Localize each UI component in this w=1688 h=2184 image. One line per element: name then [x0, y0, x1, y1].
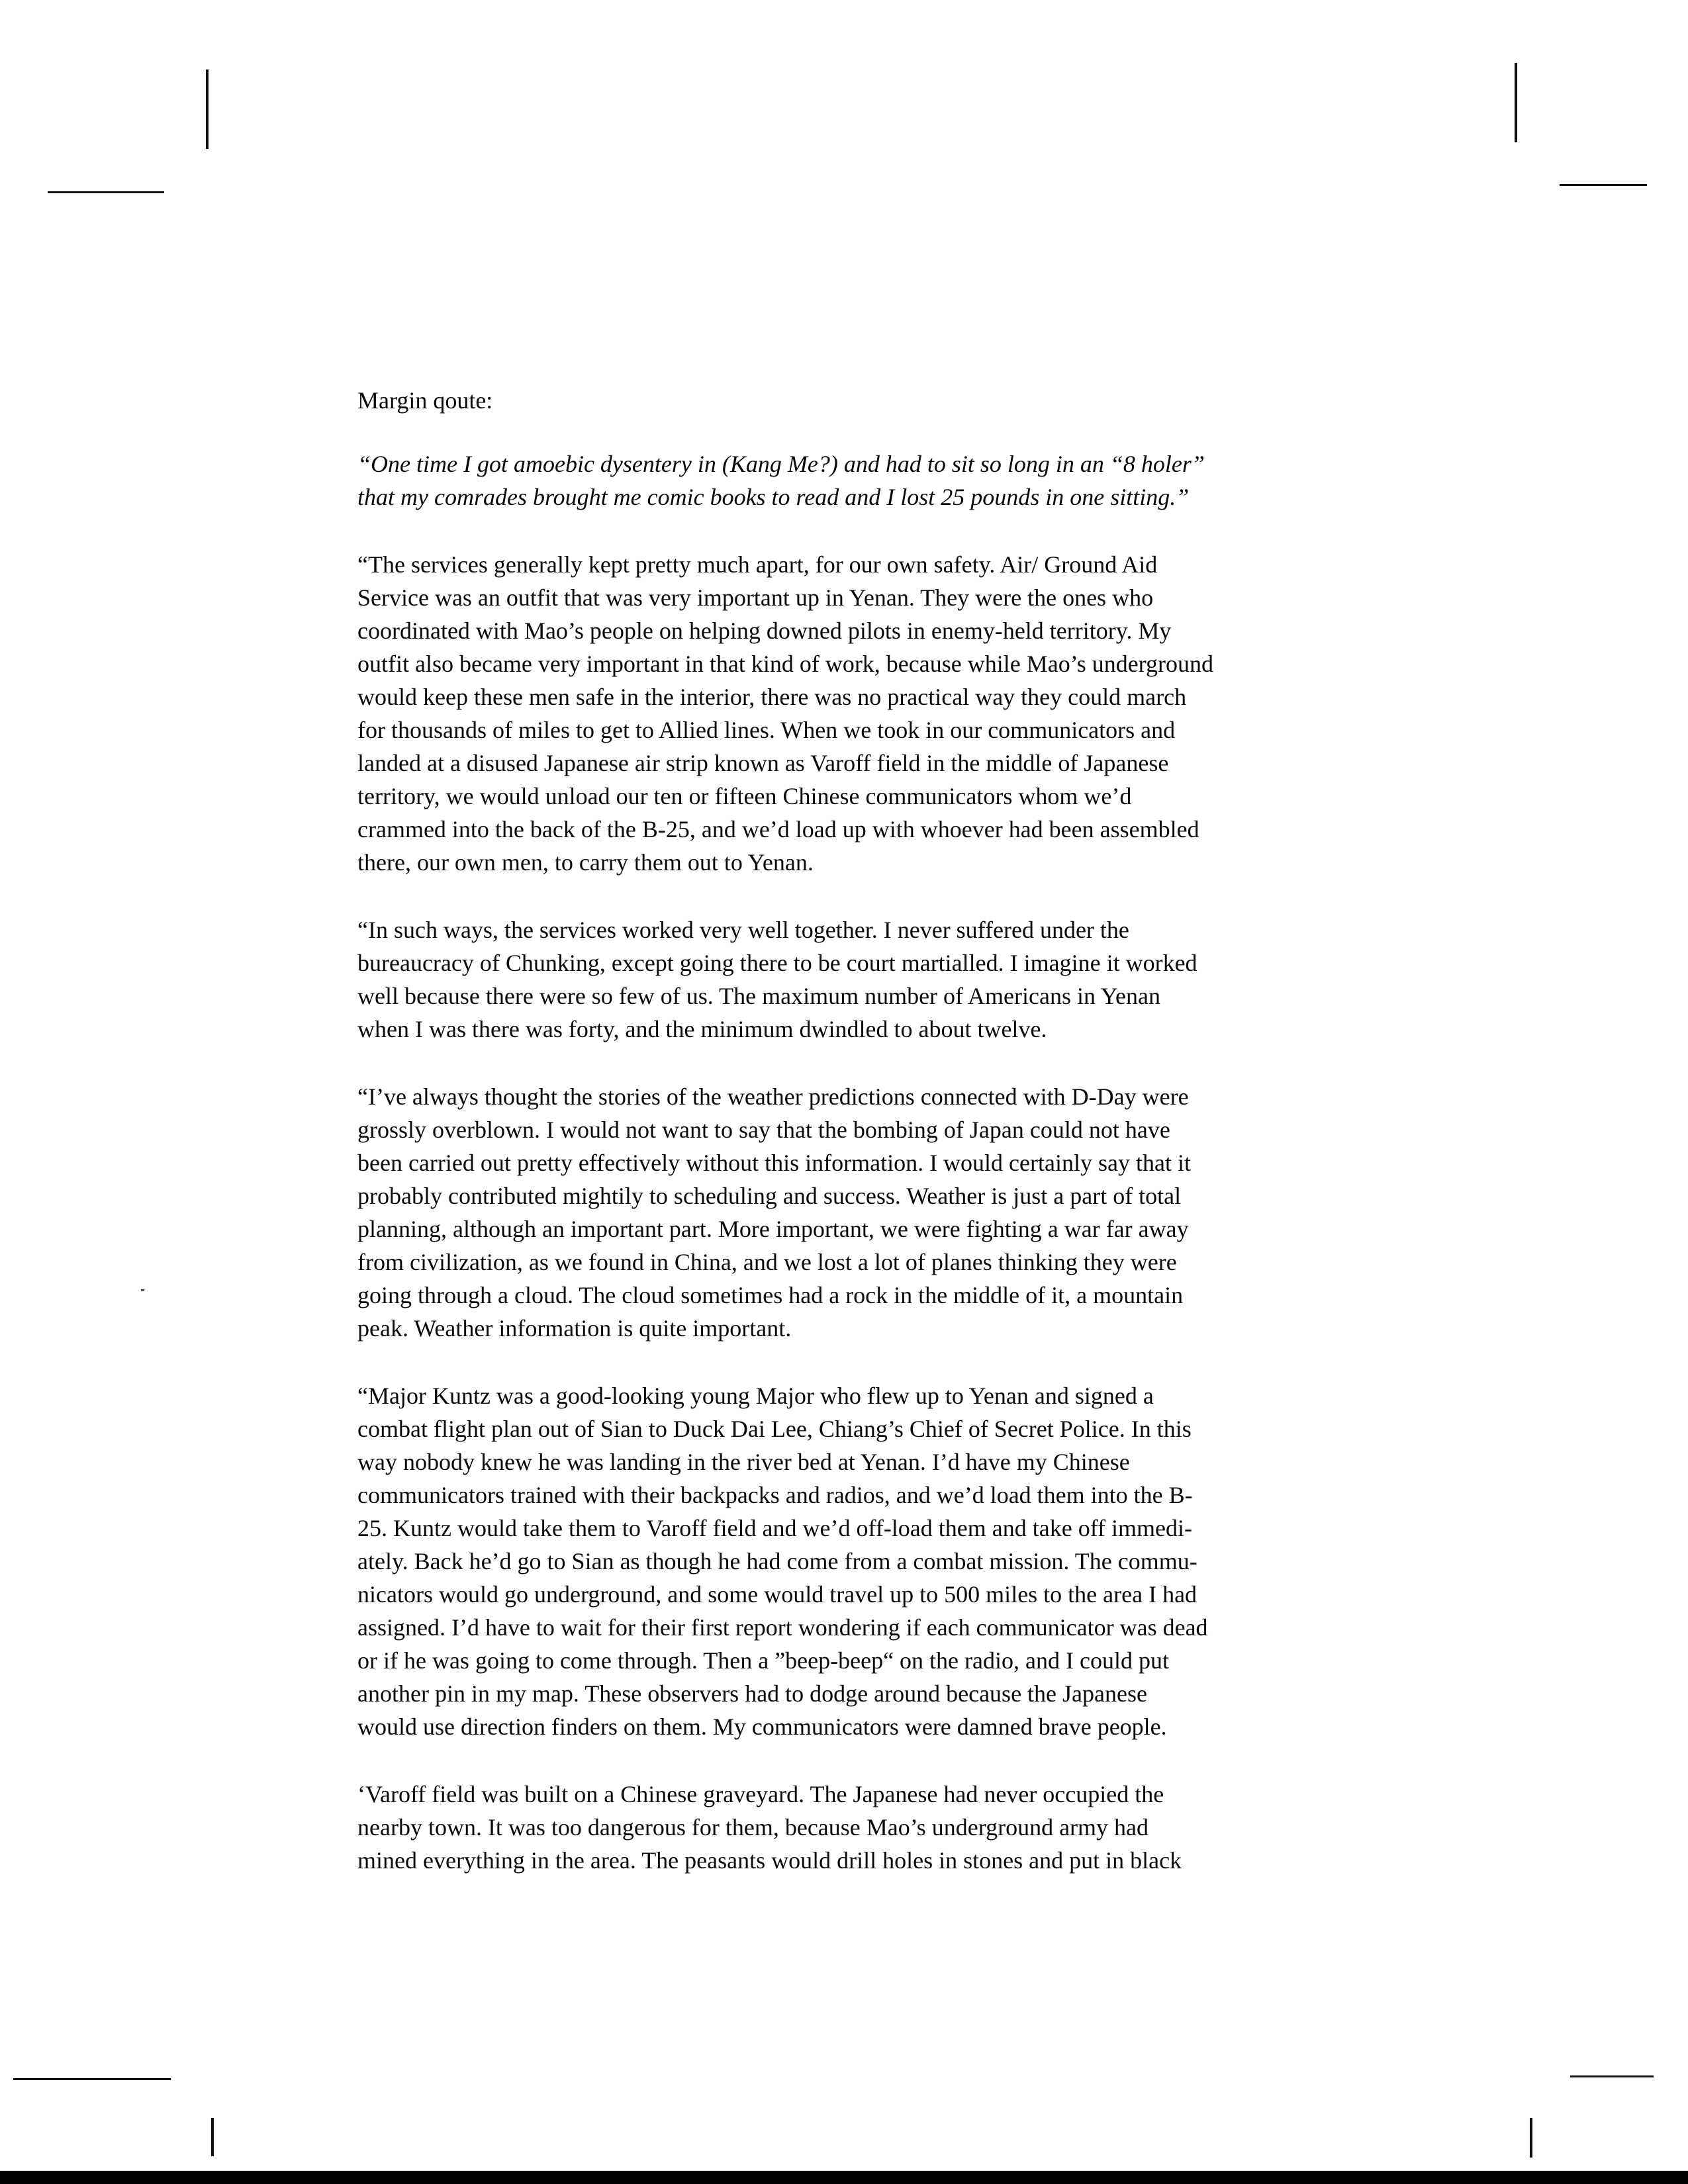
text-line: coordinated with Mao’s people on helping downed pilots in enemy-held territory. My: [357, 617, 1172, 644]
text-line: planning, although an important part. More important, we were fighting a war far away: [357, 1216, 1189, 1242]
text-line: “I’ve always thought the stories of the weather predictions connected with D-Day were: [357, 1083, 1189, 1110]
crop-mark-bottom-right-horizontal: [1570, 2075, 1654, 2077]
text-line: from civilization, as we found in China, and we lost a lot of planes thinking they were: [357, 1249, 1177, 1275]
text-line: “The services generally kept pretty much apart, for our own safety. Air/ Ground Aid: [357, 551, 1158, 578]
text-line: or if he was going to come through. Then a ”beep-beep“ on the radio, and I could put: [357, 1647, 1169, 1674]
text-line: going through a cloud. The cloud sometimes had a rock in the middle of it, a mountain: [357, 1282, 1184, 1308]
scan-speck: [141, 1289, 144, 1291]
crop-mark-bottom-left-horizontal: [13, 2078, 171, 2080]
text-line: well because there were so few of us. The maximum number of Americans in Yenan: [357, 983, 1160, 1009]
text-line: been carried out pretty effectively without this information. I would certainly say that it: [357, 1150, 1191, 1176]
text-line: 25. Kuntz would take them to Varoff field and we’d off-load them and take off immedi-: [357, 1515, 1193, 1541]
text-line: peak. Weather information is quite important.: [357, 1315, 792, 1342]
text-line: another pin in my map. These observers had to dodge around because the Japanese: [357, 1680, 1147, 1707]
text-line: outfit also became very important in that kind of work, because while Mao’s underground: [357, 651, 1214, 677]
crop-mark-top-right-vertical: [1515, 63, 1517, 142]
text-line: way nobody knew he was landing in the river bed at Yenan. I’d have my Chinese: [357, 1449, 1130, 1475]
document-body: [357, 384, 1377, 1877]
text-line: crammed into the back of the B-25, and we’d load up with whoever had been assembled: [357, 816, 1199, 842]
text-line: ately. Back he’d go to Sian as though he had come from a combat mission. The commu-: [357, 1548, 1197, 1574]
text-line: assigned. I’d have to wait for their first report wondering if each communicator was dead: [357, 1614, 1208, 1641]
text-line: there, our own men, to carry them out to Yenan.: [357, 849, 814, 876]
text-line: would use direction finders on them. My communicators were damned brave people.: [357, 1713, 1167, 1740]
text-line: grossly overblown. I would not want to say that the bombing of Japan could not have: [357, 1116, 1170, 1143]
text-line: when I was there was forty, and the minimum dwindled to about twelve.: [357, 1016, 1047, 1042]
text-line: for thousands of miles to get to Allied lines. When we took in our communicators and: [357, 717, 1176, 743]
paragraph-services: [357, 548, 1377, 879]
text-line: nicators would go underground, and some would travel up to 500 miles to the area I had: [357, 1581, 1197, 1608]
scan-bottom-edge: [0, 2171, 1688, 2184]
paragraph-varoff-field: [357, 1778, 1377, 1877]
margin-quote-label: Margin qoute:: [357, 387, 493, 414]
crop-mark-top-left-horizontal: [48, 191, 164, 193]
text-line: combat flight plan out of Sian to Duck Dai Lee, Chiang’s Chief of Secret Police. In this: [357, 1416, 1192, 1442]
text-line: ‘Varoff field was built on a Chinese graveyard. The Japanese had never occupied the: [357, 1781, 1164, 1807]
crop-mark-top-right-horizontal: [1560, 184, 1647, 186]
text-line: communicators trained with their backpacks and radios, and we’d load them into the B-: [357, 1482, 1193, 1508]
text-line: bureaucracy of Chunking, except going there to be court martialled. I imagine it worked: [357, 950, 1197, 976]
text-line: territory, we would unload our ten or fifteen Chinese communicators whom we’d: [357, 783, 1132, 809]
crop-mark-top-left-vertical: [206, 69, 209, 149]
crop-mark-bottom-right-vertical: [1530, 2118, 1532, 2158]
text-line: nearby town. It was too dangerous for them, because Mao’s underground army had: [357, 1814, 1149, 1841]
text-line: probably contributed mightily to scheduling and success. Weather is just a part of total: [357, 1183, 1182, 1209]
margin-quote: [357, 447, 1377, 514]
paragraph-weather: [357, 1080, 1377, 1345]
quote-line: that my comrades brought me comic books to read and I lost 25 pounds in one sitting.”: [357, 484, 1190, 510]
quote-line: “One time I got amoebic dysentery in (Kang Me?) and had to sit so long in an “8 holer”: [357, 451, 1205, 477]
text-line: mined everything in the area. The peasants would drill holes in stones and put in black: [357, 1847, 1182, 1874]
text-line: Service was an outfit that was very important up in Yenan. They were the ones who: [357, 584, 1154, 611]
text-line: landed at a disused Japanese air strip known as Varoff field in the middle of Japanese: [357, 750, 1169, 776]
crop-mark-bottom-left-vertical: [211, 2118, 214, 2156]
paragraph-cooperation: [357, 913, 1377, 1046]
paragraph-major-kuntz: [357, 1379, 1377, 1743]
text-line: would keep these men safe in the interior, there was no practical way they could march: [357, 684, 1187, 710]
text-line: “Major Kuntz was a good-looking young Major who flew up to Yenan and signed a: [357, 1383, 1154, 1409]
text-line: “In such ways, the services worked very well together. I never suffered under the: [357, 917, 1129, 943]
paragraphs: [357, 548, 1377, 1877]
